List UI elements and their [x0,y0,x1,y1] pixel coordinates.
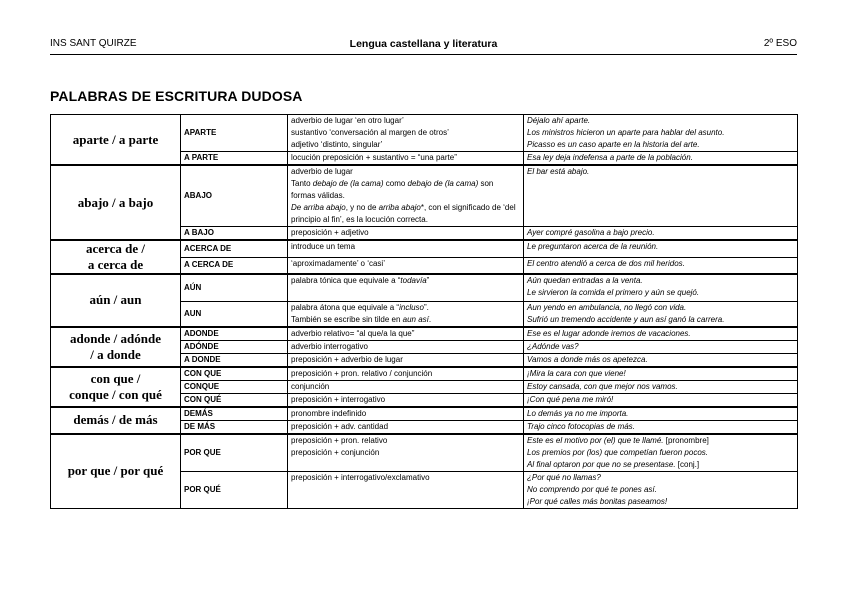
table-row [51,407,798,421]
word-label: DE MÁS [181,420,288,434]
word-label: CONQUE [181,380,288,393]
table-row [51,115,798,152]
section-adonde: adonde / adónde / a donde [51,327,181,367]
example: Aún quedan entradas a la venta. Le sirvieron la comida el primero y aún se quejó. [524,274,798,301]
section-aun: aún / aun [51,274,181,327]
section-conque: con que / conque / con qué [51,367,181,407]
example: Estoy cansada, con que mejor nos vamos. [524,380,798,393]
example: ¡Mira la cara con que viene! [524,367,798,381]
example: Ayer compré gasolina a bajo precio. [524,227,798,241]
example: Aun yendo en ambulancia, no llegó con vida. Sufrió un tremendo accidente y aun así ganó la carrera. [524,301,798,327]
definition-line: De arriba abajo, y no de arriba abajo*, con el significado de ‘del principio al fin’, es la locución correcta. [291,203,516,224]
table-row [51,327,798,341]
table-row [51,434,798,472]
word-label: DEMÁS [181,407,288,421]
word-label: AUN [181,301,288,327]
section-abajo: abajo / a bajo [51,165,181,240]
definition: preposición + pron. relativo preposición + conjunción [288,434,524,472]
word-label: ACERCA DE [181,240,288,257]
word-label: ADÓNDE [181,340,288,353]
example: ¡Con qué pena me miró! [524,393,798,407]
word-label: A DONDE [181,353,288,367]
table-row [51,274,798,301]
page-header [50,38,797,55]
word-label: AÚN [181,274,288,301]
definition: conjunción [288,380,524,393]
definition: adverbio interrogativo [288,340,524,353]
definition: palabra tónica que equivale a “todavía” [288,274,524,301]
spelling-table [50,114,798,509]
example: Vamos a donde más os apetezca. [524,353,798,367]
example: Le preguntaron acerca de la reunión. [524,240,798,257]
example: El bar está abajo. [524,165,798,227]
example: Ese es el lugar adonde iremos de vacaciones. [524,327,798,341]
example: El centro atendió a cerca de dos mil heridos. [524,257,798,274]
definition: adverbio de lugar ‘en otro lugar’ sustantivo ‘conversación al margen de otros’ adjetivo ‘distinto, singular’ [288,115,524,152]
word-label: POR QUÉ [181,471,288,508]
definition: pronombre indefinido [288,407,524,421]
subject-title: Lengua castellana y literatura [349,38,498,50]
example: Esa ley deja indefensa a parte de la población. [524,152,798,166]
definition: preposición + pron. relativo / conjunción [288,367,524,381]
word-label: CON QUE [181,367,288,381]
example: Déjalo ahí aparte. Los ministros hicieron un aparte para hablar del asunto. Picasso es un caso aparte en la historia del arte. [524,115,798,152]
word-label: CON QUÉ [181,393,288,407]
example: Trajo cinco fotocopias de más. [524,420,798,434]
example: ¿Por qué no llamas? No comprendo por qué te pones así. ¡Por qué calles más bonitas paseamos! [524,471,798,508]
section-acerca: acerca de / a cerca de [51,240,181,274]
word-label: A PARTE [181,152,288,166]
word-label: ABAJO [181,165,288,227]
example: ¿Adónde vas? [524,340,798,353]
word-label: A BAJO [181,227,288,241]
section-aparte: aparte / a parte [51,115,181,166]
course-level: 2º ESO [763,38,797,49]
word-label: APARTE [181,115,288,152]
definition: preposición + interrogativo/exclamativo [288,471,524,508]
definition: preposición + adverbio de lugar [288,353,524,367]
definition: locución preposición + sustantivo = “una parte” [288,152,524,166]
definition: preposición + interrogativo [288,393,524,407]
definition: adverbio relativo= “al que/a la que” [288,327,524,341]
word-label: A CERCA DE [181,257,288,274]
page-title: PALABRAS DE ESCRITURA DUDOSA [50,88,303,104]
school-name: INS SANT QUIRZE [50,38,137,49]
word-label: POR QUE [181,434,288,472]
table-row [51,240,798,257]
word-label: ADONDE [181,327,288,341]
definition: ‘aproximadamente’ o ‘casi’ [288,257,524,274]
definition-line: Tanto debajo de (la cama) como debajo de (la cama) son formas válidas. [291,179,494,200]
definition-line: adverbio de lugar [291,167,353,176]
definition: preposición + adv. cantidad [288,420,524,434]
definition [288,165,524,227]
section-porque: por que / por qué [51,434,181,509]
definition: introduce un tema [288,240,524,257]
definition: palabra átona que equivale a “incluso”. También se escribe sin tilde en aun así. [288,301,524,327]
section-demas: demás / de más [51,407,181,434]
example: Lo demás ya no me importa. [524,407,798,421]
example: Este es el motivo por (el) que te llamé. [pronombre] Los premios por (los) que competían fueron pocos. Al final optaron por que no se presentase. [conj.] [524,434,798,472]
table-row [51,367,798,381]
definition: preposición + adjetivo [288,227,524,241]
table-row [51,165,798,227]
